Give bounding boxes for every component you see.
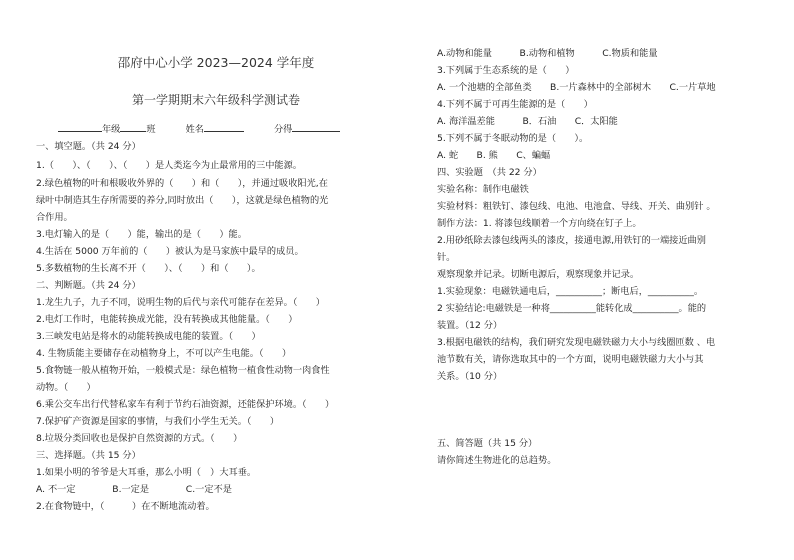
class-blank[interactable]	[120, 122, 146, 132]
score-blank[interactable]	[292, 122, 340, 132]
question-line: 实验名称：制作电磁铁	[437, 184, 529, 195]
question-line: 绿叶中制造其生存所需要的养分,同时放出（ ），这就是绿色植物的光	[36, 195, 329, 206]
question-line: 6.乘公交车出行代替私家车有利于节约石油资源，还能保护环境。（ ）	[36, 399, 335, 410]
student-info-line	[58, 122, 340, 136]
question-line: 4.下列不属于可再生能源的是（ ）	[437, 99, 593, 110]
question-line: 动物。（ ）	[36, 382, 96, 393]
question-line: 池节数有关，请你选取其中的一个方面，说明电磁铁磁力大小与其	[437, 354, 704, 365]
option-line: A. 蛇 B. 熊 C、蝙蝠	[437, 150, 551, 161]
option-line: A. 海洋温差能 B．石油 C．太阳能	[437, 116, 618, 127]
question-line: 观察现象并记录。切断电源后，观察现象并记录。	[437, 269, 640, 280]
question-line: 装置。（12 分）	[437, 320, 503, 331]
section-judge-heading: 二、判断题。（共 24 分）	[36, 280, 141, 291]
score-label: 分得	[273, 124, 293, 135]
question-line: 2 实验结论:电磁铁是一种将__________能转化成__________。能的	[437, 303, 707, 314]
grade-label: 年级	[102, 124, 121, 135]
question-line: 5.下列不属于冬眠动物的是（ ）。	[437, 133, 589, 144]
grade-blank[interactable]	[58, 122, 102, 132]
option-line: A. 不一定 B.一定是 C.一定不是	[36, 484, 232, 495]
question-line: 请你简述生物进化的总趋势。	[437, 455, 557, 466]
question-line: 2.绿色植物的叶和根吸收外界的（ ）和（ ），并通过吸收阳光,在	[36, 178, 328, 189]
class-label: 班	[146, 124, 156, 135]
question-line: 1.龙生九子，九子不同，说明生物的后代与亲代可能存在差异。（ ）	[36, 297, 325, 308]
question-line: 4. 生物质能主要储存在动植物身上，不可以产生电能。（ ）	[36, 348, 292, 359]
question-line: 2.电灯工作时，电能转换成光能，没有转换成其他能量。（ ）	[36, 314, 298, 325]
school-title: 邵府中心小学 2023—2024 学年度	[117, 55, 315, 70]
question-line: 4.生活在 5000 万年前的（ ）被认为是马家族中最早的成员。	[36, 246, 304, 257]
name-blank[interactable]	[204, 122, 244, 132]
question-line: 5.食物链一般从植物开始，一般模式是：绿色植物一植食性动物一肉食性	[36, 365, 330, 376]
question-line: 2.在食物链中，（ ）在不断地流动着。	[36, 501, 215, 512]
question-line: 制作方法：1. 将漆包线顺着一个方向绕在钉子上。	[437, 218, 642, 229]
question-line: 1.实验现象：电磁铁通电后，__________；断电后，__________。	[437, 286, 704, 297]
option-line: A.动物和能量 B.动物和植物 C.物质和能量	[437, 48, 658, 59]
question-line: 3.电灯输入的是（ ）能，输出的是（ ）能。	[36, 229, 247, 240]
question-line: 5.多数植物的生长离不开（ ）、（ ）和（ ）。	[36, 263, 261, 274]
option-line: A. 一个池塘的全部鱼类 B.一片森林中的全部树木 C.一片草地	[437, 82, 716, 93]
question-line: 针。	[437, 252, 456, 263]
exam-title: 第一学期期末六年级科学测试卷	[131, 93, 300, 107]
section-experiment-heading: 四、实验题 （共 22 分）	[437, 167, 542, 178]
name-label: 姓名	[185, 124, 204, 135]
question-line: 3.根据电磁铁的结构，我们研究发现电磁铁磁力大小与线圈匝数 、电	[437, 337, 716, 348]
question-line: 3.下列属于生态系统的是（ ）	[437, 65, 575, 76]
question-line: 合作用。	[36, 212, 73, 223]
section-choice-heading: 三、选择题。（共 15 分）	[36, 450, 141, 461]
question-line: 3.三峡发电站是将水的动能转换成电能的装置。（ ）	[36, 331, 261, 342]
section-short-answer-heading: 五、简答题（共 15 分）	[437, 438, 538, 449]
question-line: 1.如果小明的爷爷是大耳垂，那么小明（ ）大耳垂。	[36, 467, 257, 478]
question-line: 7.保护矿产资源是国家的事情，与我们小学生无关。（ ）	[36, 416, 280, 427]
question-line: 关系。（10 分）	[437, 371, 503, 382]
question-line: 8.垃圾分类回收也是保护自然资源的方式。（ ）	[36, 433, 243, 444]
question-line: 1.（ ）、（ ）、（ ）是人类迄今为止最常用的三中能源。	[36, 160, 302, 171]
section-fill-heading: 一、填空题。（共 24 分）	[36, 141, 141, 152]
question-line: 实验材料：粗铁钉、漆包线、电池、电池盒、导线、开关、曲别针 。	[437, 201, 716, 212]
question-line: 2.用砂纸除去漆包线两头的漆皮，接通电源,用铁钉的一端接近曲别	[437, 235, 706, 246]
